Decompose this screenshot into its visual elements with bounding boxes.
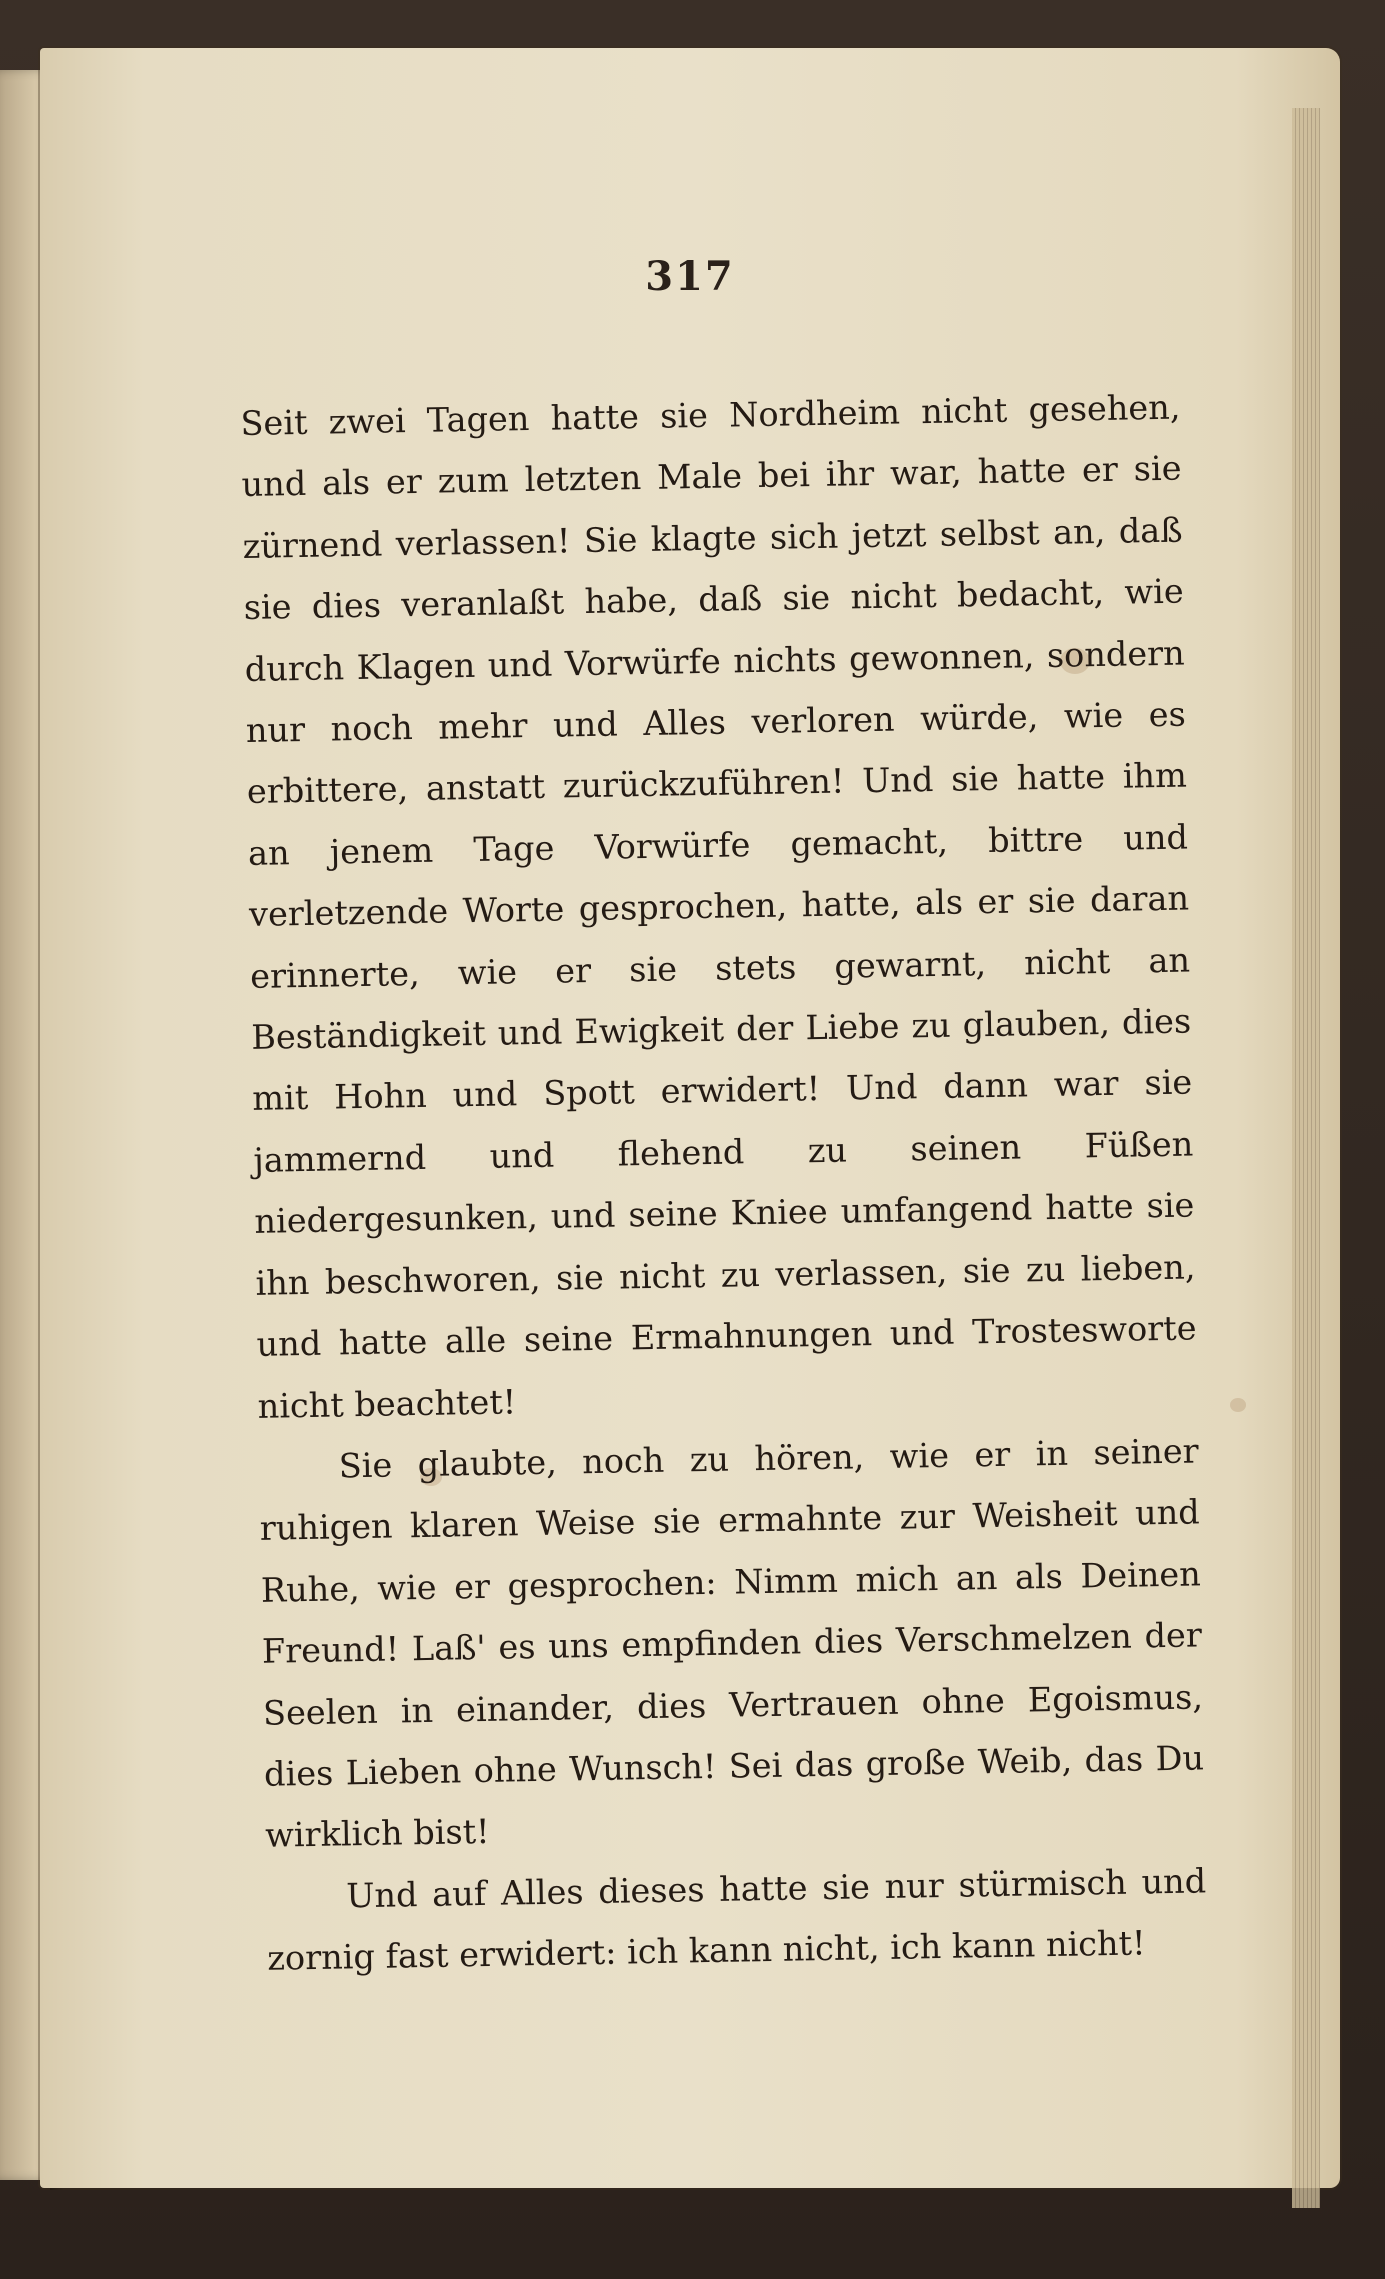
page-number: 317 xyxy=(645,253,735,300)
foxing-spot xyxy=(1230,1398,1246,1412)
book-page xyxy=(40,48,1340,2188)
page-edges xyxy=(1292,108,1320,2208)
paragraph-1: Seit zwei Tagen hatte sie Nordheim nicht gesehen, und als er zum letzten Male bei ihr war, hatte er sie zürnend verlassen! Sie klagte sich jetzt selbst an, daß sie dies veranlaßt habe, daß sie nicht bedacht, wie durch Klagen und Vorwürfe nichts gewonnen, sondern nur noch mehr und Alles verloren würde, wie es erbittere, anstatt zurückzuführen! Und sie hatte ihm an jenem Tage Vorwürfe gemacht, bittre und verletzende Worte gesprochen, hatte, als er sie daran erinnerte, wie er sie stets gewarnt, nicht an Beständigkeit und Ewigkeit der Liebe zu glauben, dies mit Hohn und Spott erwidert! Und dann war sie jammernd und flehend zu seinen Füßen niedergesunken, und seine Kniee umfangend hatte sie ihn beschworen, sie nicht zu verlassen, sie zu lieben, und hatte alle seine Ermahnungen und Trostesworte nicht beachtet! xyxy=(240,387,1197,1426)
body-text xyxy=(240,377,1208,1990)
paragraph-2: Sie glaubte, noch zu hören, wie er in seiner ruhigen klaren Weise sie ermahnte zur Weisheit und Ruhe, wie er gesprochen: Nimm mich an als Deinen Freund! Laß' es uns empfinden dies Verschmelzen der Seelen in einander, dies Vertrauen ohne Egoismus, dies Lieben ohne Wunsch! Sei das große Weib, das Du wirklich bist! xyxy=(259,1431,1205,1856)
paragraph-3: Und auf Alles dieses hatte sie nur stürmisch und zornig fast erwidert: ich kann nicht, ich kann nicht! xyxy=(266,1861,1207,1978)
